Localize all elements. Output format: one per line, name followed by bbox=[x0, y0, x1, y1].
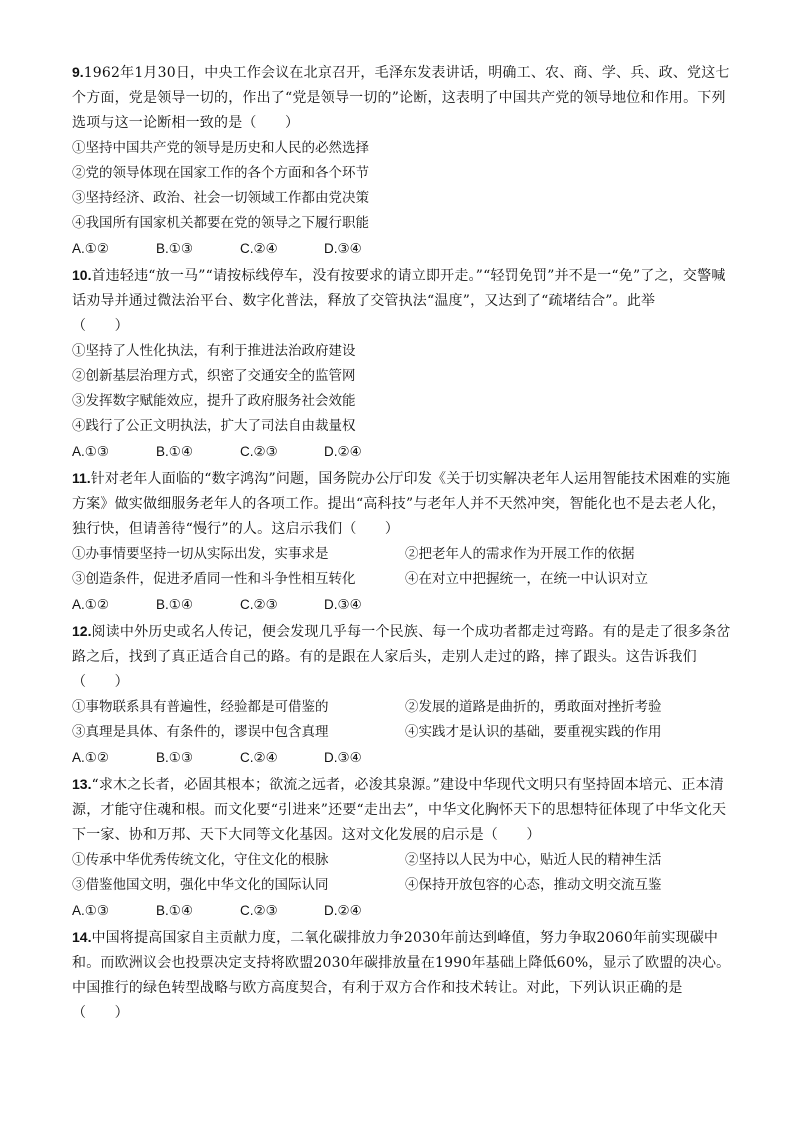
choice-d: D.③④ bbox=[324, 597, 362, 612]
answer-choices bbox=[72, 898, 732, 923]
choice-d: D.③④ bbox=[324, 750, 362, 765]
statement-item: ②把老年人的需求作为开展工作的依据 bbox=[405, 546, 635, 562]
statement-row bbox=[72, 567, 732, 592]
statement-row bbox=[72, 542, 732, 567]
choice-c: C.②④ bbox=[240, 241, 278, 256]
choice-b: B.①④ bbox=[156, 444, 193, 459]
statement-item: ①坚持中国共产党的领导是历史和人民的必然选择 bbox=[72, 140, 369, 156]
question-stem bbox=[72, 263, 732, 314]
statement-item: ④实践才是认识的基础，要重视实践的作用 bbox=[405, 724, 662, 740]
choice-b: B.①③ bbox=[156, 750, 193, 765]
question-text: “求木之长者，必固其根本；欲流之远者，必浚其泉源。”建设中华现代文明只有坚持固本培元、正本清源，才能守住魂和根。而文化要“引进来”还要“走出去”，中华文化胸怀天下的思想特征体现了中华文化天下一家、协和万邦、天下大同等文化基因。这对文化发展的启示是（ ） bbox=[72, 777, 727, 843]
statement-item: ④我国所有国家机关都要在党的领导之下履行职能 bbox=[72, 215, 369, 231]
choice-b: B.①③ bbox=[156, 241, 193, 256]
answer-choices bbox=[72, 592, 732, 617]
answer-choices bbox=[72, 439, 732, 464]
question-number: 11. bbox=[72, 470, 91, 486]
choice-a: A.①② bbox=[72, 750, 109, 765]
question-stem bbox=[72, 925, 732, 1001]
question-12 bbox=[72, 619, 732, 770]
choice-d: D.②④ bbox=[324, 444, 362, 459]
statement-item: ②党的领导体现在国家工作的各个方面和各个环节 bbox=[72, 165, 369, 181]
choice-a: A.①③ bbox=[72, 903, 109, 918]
choice-d: D.③④ bbox=[324, 241, 362, 256]
question-13 bbox=[72, 772, 732, 923]
answer-parenthesis: （ ） bbox=[72, 318, 129, 334]
choice-a: A.①③ bbox=[72, 444, 109, 459]
question-text: 中国将提高国家自主贡献力度，二氧化碳排放力争2030年前达到峰值，努力争取2060年前实现碳中和。而欧洲议会也投票决定支持将欧盟2030年碳排放量在1990年基础上降低60%，显示了欧盟的决心。中国推行的绿色转型战略与欧方高度契合，有利于双方合作和技术转让。对此，下列认识正确的是 bbox=[72, 930, 731, 996]
choice-c: C.②③ bbox=[240, 903, 278, 918]
statement-item: ②发展的道路是曲折的，勇敢面对挫折考验 bbox=[405, 699, 662, 715]
question-stem bbox=[72, 466, 732, 542]
question-number: 14. bbox=[72, 929, 92, 945]
choice-b: B.①④ bbox=[156, 903, 193, 918]
choice-c: C.②③ bbox=[240, 597, 278, 612]
choice-d: D.②④ bbox=[324, 903, 362, 918]
question-text: 针对老年人面临的“数字鸿沟”问题，国务院办公厅印发《关于切实解决老年人运用智能技术困难的实施方案》做实做细服务老年人的各项工作。提出“高科技”与老年人并不天然冲突，智能化也不是去老人化，独行快，但请善待“慢行”的人。这启示我们（ ） bbox=[72, 471, 731, 537]
statement-item: ④在对立中把握统一，在统一中认识对立 bbox=[405, 571, 648, 587]
statement-row bbox=[72, 848, 732, 873]
choice-a: A.①② bbox=[72, 241, 109, 256]
question-stem bbox=[72, 60, 732, 136]
choice-b: B.①④ bbox=[156, 597, 193, 612]
question-stem bbox=[72, 619, 732, 670]
choice-c: C.②③ bbox=[240, 444, 278, 459]
statement-item: ①坚持了人性化执法，有利于推进法治政府建设 bbox=[72, 343, 356, 359]
question-number: 12. bbox=[72, 623, 92, 639]
question-text: 首违轻违“放一马”“请按标线停车，没有按要求的请立即开走。”“轻罚免罚”并不是一“免”了之，交警喊话劝导并通过微法治平台、数字化普法，释放了交管执法“温度”，又达到了“疏堵结合”。此举 bbox=[72, 268, 726, 309]
question-number: 10. bbox=[72, 267, 92, 283]
statement-item: ①传承中华优秀传统文化，守住文化的根脉 bbox=[72, 852, 329, 868]
question-text: 1962年1月30日，中央工作会议在北京召开，毛泽东发表讲话，明确工、农、商、学、兵、政、党这七个方面，党是领导一切的，作出了“党是领导一切的”论断，这表明了中国共产党的领导地位和作用。下列选项与这一论断相一致的是（ ） bbox=[72, 65, 730, 131]
statement-item: ③创造条件，促进矛盾同一性和斗争性相互转化 bbox=[72, 571, 356, 587]
statement-row bbox=[72, 873, 732, 898]
choice-a: A.①② bbox=[72, 597, 109, 612]
statement-item: ④践行了公正文明执法，扩大了司法自由裁量权 bbox=[72, 418, 356, 434]
answer-choices bbox=[72, 745, 732, 770]
statement-item: ③借鉴他国文明，强化中华文化的国际认同 bbox=[72, 877, 329, 893]
question-number: 9. bbox=[72, 64, 84, 80]
question-10 bbox=[72, 263, 732, 464]
question-text: 阅读中外历史或名人传记，便会发现几乎每一个民族、每一个成功者都走过弯路。有的是走了很多条岔路之后，找到了真正适合自己的路。有的是跟在人家后头，走别人走过的路，摔了跟头。这告诉我们 bbox=[72, 624, 731, 665]
statement-item: ③发挥数字赋能效应，提升了政府服务社会效能 bbox=[72, 393, 356, 409]
statement-row bbox=[72, 720, 732, 745]
statement-item: ②创新基层治理方式，织密了交通安全的监管网 bbox=[72, 368, 356, 384]
question-11 bbox=[72, 466, 732, 617]
statement-item: ②坚持以人民为中心，贴近人民的精神生活 bbox=[405, 852, 662, 868]
question-14 bbox=[72, 925, 732, 1026]
answer-choices bbox=[72, 236, 732, 261]
question-9 bbox=[72, 60, 732, 261]
statement-item: ④保持开放包容的心态，推动文明交流互鉴 bbox=[405, 877, 662, 893]
statement-row bbox=[72, 695, 732, 720]
statement-item: ③坚持经济、政治、社会一切领域工作都由党决策 bbox=[72, 190, 369, 206]
statement-item: ①事物联系具有普遍性，经验都是可借鉴的 bbox=[72, 699, 329, 715]
statement-item: ①办事情要坚持一切从实际出发，实事求是 bbox=[72, 546, 329, 562]
answer-parenthesis: （ ） bbox=[72, 674, 129, 690]
question-stem bbox=[72, 772, 732, 848]
exam-page bbox=[72, 60, 732, 1028]
question-number: 13. bbox=[72, 776, 92, 792]
choice-c: C.②④ bbox=[240, 750, 278, 765]
answer-parenthesis: （ ） bbox=[72, 1005, 129, 1021]
statement-item: ③真理是具体、有条件的，谬误中包含真理 bbox=[72, 724, 329, 740]
